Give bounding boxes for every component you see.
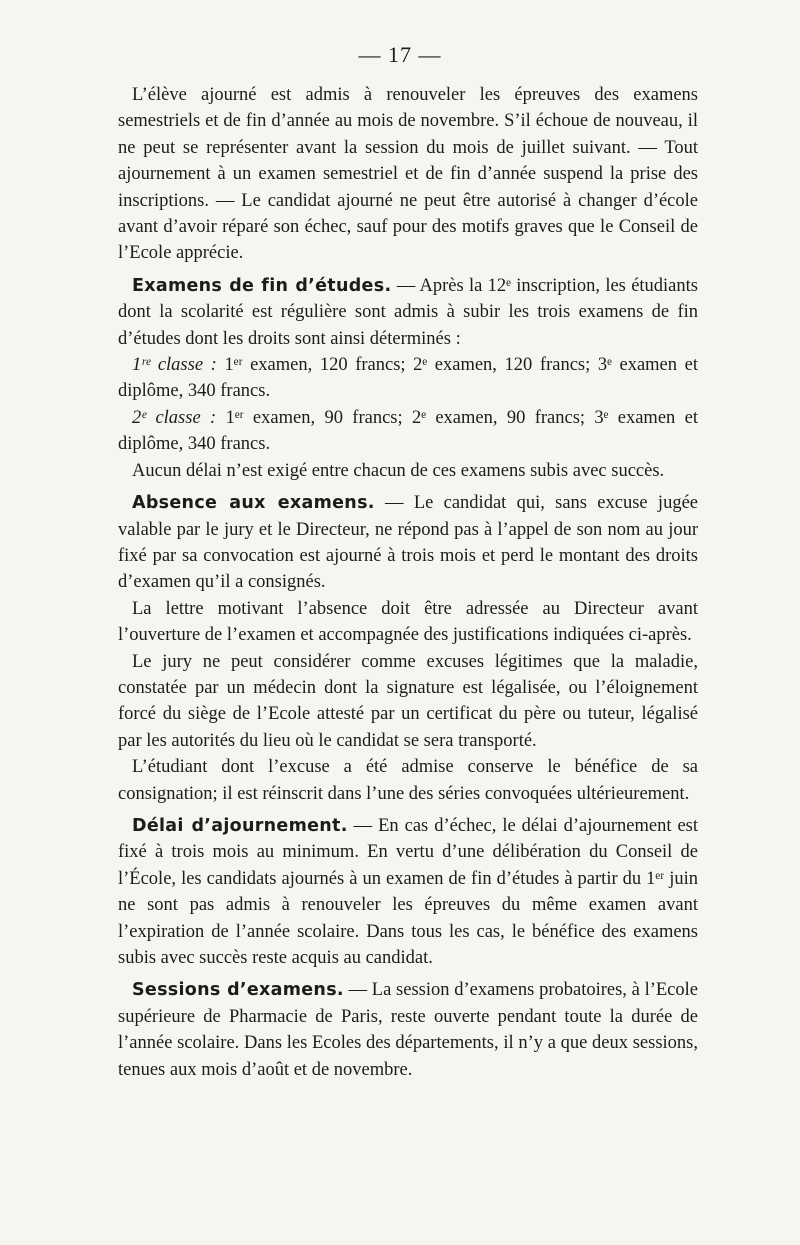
absence-paragraph-4: L’étudiant dont l’excuse a été admise conserve le bénéfice de sa consignation; il est réinscrit dans l’une des séries convoquées ultérieurement.: [118, 757, 698, 804]
absence-paragraph-2: La lettre motivant l’absence doit être adressée au Directeur avant l’ouverture de l’examen et accompagnée des justifications indiquées ci-après.: [118, 598, 698, 646]
delai-text: — En cas d’échec, le délai d’ajournement est fixé à trois mois au minimum. En vertu d’une délibération du Conseil de l’École, les candidats ajournés à un examen de fin d’études à partir du 1ᵉʳ juin ne sont pas admis à renouveler les épreuves du même examen avant l’expiration de l’année scolaire. Dans tous les cas, le bénéfice des examens subis avec succès reste acquis au candidat.: [118, 815, 699, 968]
fin-etudes-paragraph: [118, 273, 698, 352]
classe-1-paragraph: [118, 352, 698, 405]
sessions-heading: Sessions d’examens.: [132, 980, 344, 1001]
absence-paragraph: [118, 490, 698, 596]
classe-2-paragraph: [118, 405, 698, 458]
delai-heading: Délai d’ajournement.: [132, 815, 348, 836]
classe-1-label: 1ʳᵉ classe :: [132, 355, 217, 376]
sessions-text: — La session d’examens probatoires, à l’Ecole supérieure de Pharmacie de Paris, reste ouverte pendant toute la durée de l’année scolaire. Dans les Ecoles des départements, il n’y a que deux sessions, tenues aux mois d’août et de novembre.: [118, 980, 698, 1080]
classe-1-text: 1ᵉʳ examen, 120 francs; 2ᵉ examen, 120 francs; 3ᵉ examen et diplôme, 340 francs.: [118, 355, 698, 402]
page-body: [118, 82, 698, 1083]
classe-2-text: 1ᵉʳ examen, 90 francs; 2ᵉ examen, 90 francs; 3ᵉ examen et diplôme, 340 francs.: [118, 407, 698, 455]
sessions-paragraph: [118, 977, 698, 1083]
fin-etudes-note: Aucun délai n’est exigé entre chacun de ces examens subis avec succès.: [132, 460, 665, 481]
intro-paragraph: L’élève ajourné est admis à renouveler les épreuves des examens semestriels et de fin d’année au mois de novembre. S’il échoue de nouveau, il ne peut se représenter avant la session du mois de juillet suivant. — Tout ajournement à un examen semestriel et de fin d’année suspend la prise des inscriptions. — Le candidat ajourné ne peut être autorisé à changer d’école avant d’avoir réparé son échec, sauf pour des motifs graves que le Conseil de l’Ecole apprécie.: [118, 85, 698, 264]
absence-heading: Absence aux examens.: [132, 493, 375, 514]
fin-etudes-heading: Examens de fin d’études.: [132, 275, 392, 296]
absence-paragraph-3: Le jury ne peut considérer comme excuses légitimes que la maladie, constatée par un médecin dont la signature est légalisée, ou l’éloignement forcé du siège de l’Ecole attesté par un certificat du père ou tuteur, légalisé par les autorités du lieu où le candidat se sera transporté.: [118, 651, 698, 751]
page-number: — 17 —: [358, 42, 442, 67]
classe-2-label: 2ᵉ classe :: [132, 407, 217, 428]
fin-etudes-text: — Après la 12ᵉ inscription, les étudiants dont la scolarité est régulière sont admis à subir les trois examens de fin d’études dont les droits sont ainsi déterminés :: [118, 275, 698, 349]
absence-text: — Le candidat qui, sans excuse jugée valable par le jury et le Directeur, ne répond pas à l’appel de son nom au jour fixé par sa convocation est ajourné à trois mois et perd le montant des droits d’examen qu’il a consignés.: [118, 493, 698, 593]
delai-paragraph: [118, 813, 698, 971]
